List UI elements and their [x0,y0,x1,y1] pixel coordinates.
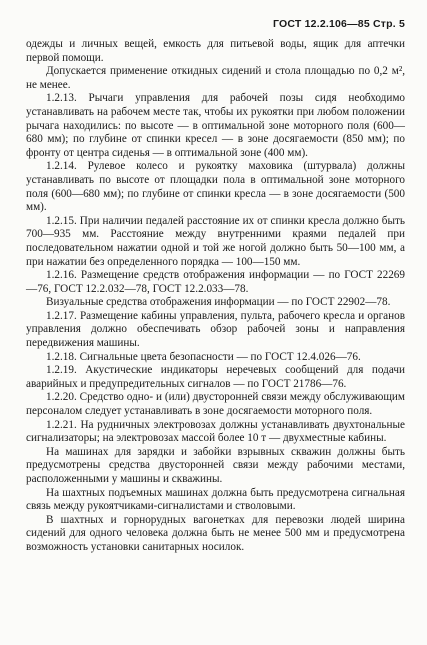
paragraph-1-2-17: 1.2.17. Размещение кабины управления, пульта, рабочего кресла и органов управления должно обеспечивать обзор рабочей зоны и направления передвижения машины. [26,309,405,350]
document-body [26,38,405,555]
paragraph-1-2-20: 1.2.20. Средство одно- и (или) двусторонней связи между обслуживающим персоналом следует устанавливать в зоне досягаемости моторного поля. [26,391,405,418]
paragraph-1-2-21: 1.2.21. На рудничных электровозах должны устанавливать двухтональные сигнализаторы; на электровозах массой более 10 т — двухместные кабины. [26,418,405,445]
paragraph: На машинах для зарядки и забойки взрывных скважин должны быть предусмотрены средства двусторонней связи между рабочими местами, расположенными у машины и скважины. [26,445,405,485]
paragraph-1-2-13: 1.2.13. Рычаги управления для рабочей позы сидя необходимо устанавливать на рабочем месте так, чтобы их рукоятки при любом положении рычага находились: по высоте — в оптимальной зоне моторного поля (600—680 мм); по глубине от спинки кресел — в зоне досягаемости (850 мм); по фронту от центра сиденья — в оптимальной зоне (400 мм). [26,92,405,159]
paragraph: Визуальные средства отображения информации — по ГОСТ 22902—78. [46,296,391,309]
paragraph-1-2-18: 1.2.18. Сигнальные цвета безопасности — по ГОСТ 12.4.026—76. [46,350,361,363]
paragraph: одежды и личных вещей, емкость для питьевой воды, ящик для аптечки первой помощи. [26,38,405,64]
page-header: ГОСТ 12.2.106—85 Стр. 5 [272,18,405,30]
paragraph: Допускается применение откидных сидений и стола площадью по 0,2 м², не менее. [26,65,405,91]
paragraph-1-2-16: 1.2.16. Размещение средств отображения информации — по ГОСТ 22269—76, ГОСТ 12.2.032—78, ГОСТ 12.2.033—78. [26,269,405,295]
paragraph-1-2-19: 1.2.19. Акустические индикаторы неречевых сообщений для подачи аварийных и предупредительных сигналов — по ГОСТ 21786—76. [26,364,405,390]
paragraph-1-2-15: 1.2.15. При наличии педалей расстояние их от спинки кресла должно быть 700—935 мм. Расстояние между внутренними краями педалей при последовательном нажатии одной и той же ногой должно быть 50—100 мм, а при нажатии без определенного порядка — 100—150 мм. [26,214,405,268]
paragraph-1-2-14: 1.2.14. Рулевое колесо и рукоятку маховика (штурвала) должны устанавливать по высоте от площадки пола в оптимальной зоне моторного поля (600—680 мм); по глубине от спинки кресла — в зоне досягаемости (500 мм). [26,160,405,214]
paragraph: В шахтных и горнорудных вагонетках для перевозки людей ширина сидений для одного человека должна быть не менее 500 мм и предусмотрена возможность установки санитарных носилок. [26,513,405,553]
paragraph: На шахтных подъемных машинах должна быть предусмотрена сигнальная связь между рукоятчиками-сигналистами и стволовыми. [26,486,405,513]
